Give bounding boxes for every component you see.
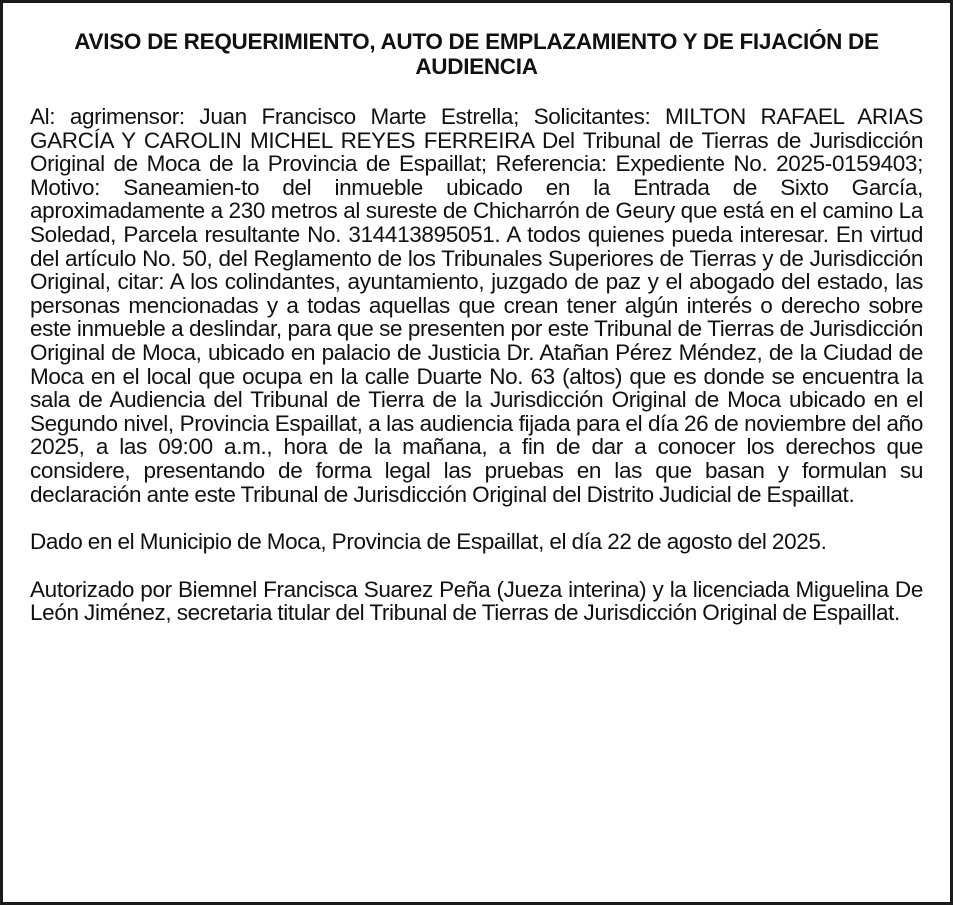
- notice-body-paragraph: Al: agrimensor: Juan Francisco Marte Estrella; Solicitantes: MILTON RAFAEL ARIAS GARCÍA Y CAROLIN MICHEL REYES FERREIRA Del Tribunal de Tierras de Jurisdicción Original de Moca de la Provincia de Espaillat; Referencia: Expediente No. 2025-0159403; Motivo: Saneamien-to del inmueble ubicado en la Entrada de Sixto García, aproximadamente a 230 metros al sureste de Chicharrón de Geury que está en el camino La Soledad, Parcela resultante No. 314413895051. A todos quienes pueda interesar. En virtud del artículo No. 50, del Reglamento de los Tribunales Superiores de Tierras y de Jurisdicción Original, citar: A los colindantes, ayuntamiento, juzgado de paz y el abogado del estado, las personas mencionadas y a todas aquellas que crean tener algún interés o derecho sobre este inmueble a deslindar, para que se presenten por este Tribunal de Tierras de Jurisdicción Original de Moca, ubicado en palacio de Justicia Dr. Atañan Pérez Méndez, de la Ciudad de Moca en el local que ocupa en la calle Duarte No. 63 (altos) que es donde se encuentra la sala de Audiencia del Tribunal de Tierra de la Jurisdicción Original de Moca ubicado en el Segundo nivel, Provincia Espaillat, a las audiencia fijada para el día 26 de noviembre del año 2025, a las 09:00 a.m., hora de la mañana, a fin de dar a conocer los derechos que considere, presentando de forma legal las pruebas en las que basan y formulan su declaración ante este Tribunal de Jurisdicción Original del Distrito Judicial de Espaillat.: [30, 104, 923, 507]
- notice-dated-paragraph: Dado en el Municipio de Moca, Provincia de Espaillat, el día 22 de agosto del 2025.: [30, 529, 827, 555]
- notice-title: AVISO DE REQUERIMIENTO, AUTO DE EMPLAZAMIENTO Y DE FIJACIÓN DE AUDIENCIA: [74, 29, 879, 79]
- notice-authorization-paragraph: Autorizado por Biemnel Francisca Suarez Peña (Jueza interina) y la licenciada Miguelina De León Jiménez, secretaria titular del Tribunal de Tierras de Jurisdicción Original de Espaillat.: [30, 576, 923, 626]
